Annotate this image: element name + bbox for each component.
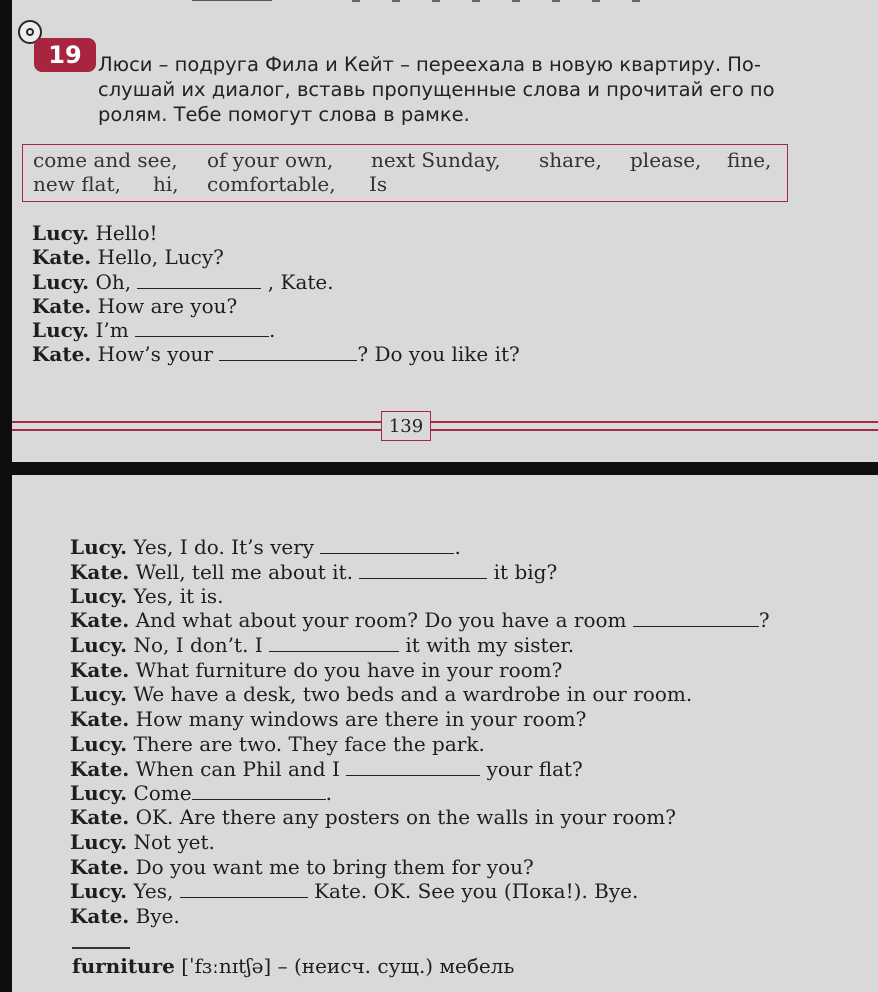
word-bank-item: please, (630, 148, 702, 172)
cropped-top-line (192, 0, 272, 1)
dialogue-text: ? (758, 608, 770, 632)
instruction-line: Люси – подруга Фила и Кейт – переехала в новую квартиру. По- (98, 53, 761, 76)
dialogue-text: , Kate. (267, 270, 334, 294)
word-bank-item: fine, (727, 148, 772, 172)
dialogue-text: . (269, 318, 276, 342)
speaker-name: Kate. (70, 855, 130, 879)
dialogue-text: We have a desk, two beds and a wardrobe in our room. (133, 682, 693, 706)
dialogue-line (70, 732, 485, 756)
dialogue-line (32, 342, 520, 366)
word-bank-box (22, 144, 788, 202)
speaker-name: Lucy. (70, 633, 128, 657)
dialogue-text: I’m (95, 318, 129, 342)
dialogue-line (32, 245, 224, 269)
footnote-divider (72, 947, 130, 949)
dialogue-line (70, 757, 583, 781)
speaker-name: Kate. (70, 608, 130, 632)
dialogue-text: Not yet. (133, 830, 215, 854)
instruction-line: ролям. Тебе помогут слова в рамке. (98, 103, 470, 126)
dialogue-line (70, 830, 215, 854)
word-bank-item: share, (539, 148, 602, 172)
dialogue-text: How are you? (97, 294, 238, 318)
footer-rule (431, 421, 878, 423)
speaker-name: Lucy. (70, 879, 128, 903)
dialogue-line (32, 318, 275, 342)
dialogue-line (70, 855, 534, 879)
speaker-name: Lucy. (70, 682, 128, 706)
speaker-name: Lucy. (70, 584, 128, 608)
dialogue-line (70, 781, 332, 805)
answer-blank[interactable] (633, 610, 759, 627)
dialogue-text: it with my sister. (405, 633, 575, 657)
dialogue-line (70, 805, 676, 829)
dialogue-text: There are two. They face the park. (133, 732, 485, 756)
dialogue-line (70, 682, 692, 706)
footnote-word: furniture (72, 954, 175, 978)
dialogue-text: How’s your (97, 342, 214, 366)
speaker-name: Kate. (70, 658, 130, 682)
speaker-name: Kate. (70, 904, 130, 928)
dialogue-text: What furniture do you have in your room? (135, 658, 563, 682)
exercise-instruction (98, 52, 798, 127)
dialogue-text: Yes, it is. (133, 584, 224, 608)
page-number: 139 (381, 411, 431, 441)
dialogue-text: Do you want me to bring them for you? (135, 855, 534, 879)
dialogue-text: No, I don’t. I (133, 633, 263, 657)
speaker-name: Kate. (70, 805, 130, 829)
dialogue-text: it big? (493, 560, 558, 584)
dialogue-text: How many windows are there in your room? (135, 707, 587, 731)
answer-blank[interactable] (135, 320, 269, 337)
answer-blank[interactable] (137, 272, 261, 289)
answer-blank[interactable] (269, 635, 399, 652)
dialogue-line (70, 707, 586, 731)
speaker-name: Kate. (32, 245, 92, 269)
vocabulary-footnote (72, 954, 514, 978)
speaker-name: Lucy. (70, 781, 128, 805)
dialogue-text: Hello! (95, 221, 158, 245)
dialogue-text: Oh, (95, 270, 132, 294)
textbook-page-bottom (12, 475, 878, 992)
dialogue-line (32, 270, 334, 294)
speaker-name: Kate. (70, 757, 130, 781)
footer-rule (431, 429, 878, 431)
dialogue-line (32, 221, 158, 245)
dialogue-line (70, 535, 461, 559)
exercise-number-badge: 19 (34, 38, 96, 72)
word-bank-item: Is (369, 172, 388, 196)
speaker-name: Lucy. (32, 318, 90, 342)
word-bank-item: next Sunday, (371, 148, 501, 172)
speaker-name: Kate. (32, 294, 92, 318)
dialogue-text: Yes, (133, 879, 174, 903)
speaker-name: Kate. (70, 707, 130, 731)
footnote-definition: [ˈfɜːnɪtʃə] – (неисч. сущ.) мебель (174, 954, 515, 978)
word-bank-item: comfortable, (207, 172, 336, 196)
answer-blank[interactable] (219, 344, 357, 361)
dialogue-line (70, 584, 224, 608)
speaker-name: Lucy. (32, 270, 90, 294)
dialogue-text: Kate. OK. See you (Пока!). Bye. (314, 879, 639, 903)
dialogue-line (70, 658, 562, 682)
word-bank-item: come and see, (33, 148, 178, 172)
textbook-page-top (12, 0, 878, 462)
speaker-name: Kate. (70, 560, 130, 584)
dialogue-text: When can Phil and I (135, 757, 340, 781)
instruction-line: слушай их диалог, вставь пропущенные слова и прочитай его по (98, 78, 775, 101)
word-bank-item: hi, (153, 172, 179, 196)
answer-blank[interactable] (192, 783, 326, 800)
dialogue-text: your flat? (486, 757, 583, 781)
answer-blank[interactable] (180, 881, 308, 898)
answer-blank[interactable] (359, 562, 487, 579)
speaker-name: Lucy. (70, 732, 128, 756)
speaker-name: Lucy. (32, 221, 90, 245)
answer-blank[interactable] (320, 537, 454, 554)
word-bank-item: of your own, (207, 148, 334, 172)
dialogue-line (32, 294, 237, 318)
dialogue-text: ? Do you like it? (357, 342, 520, 366)
speaker-name: Kate. (32, 342, 92, 366)
dialogue-text: . (454, 535, 461, 559)
dialogue-text: And what about your room? Do you have a room (135, 608, 627, 632)
dialogue-text: Come (133, 781, 192, 805)
answer-blank[interactable] (346, 759, 480, 776)
cropped-top-text (352, 0, 672, 2)
dialogue-text: Well, tell me about it. (135, 560, 353, 584)
dialogue-text: Bye. (135, 904, 180, 928)
dialogue-text: Hello, Lucy? (97, 245, 224, 269)
footer-rule (12, 421, 381, 423)
dialogue-text: . (325, 781, 332, 805)
word-bank-item: new flat, (33, 172, 121, 196)
dialogue-line (70, 879, 638, 903)
dialogue-line (70, 904, 180, 928)
speaker-name: Lucy. (70, 535, 128, 559)
dialogue-text: Yes, I do. It’s very (133, 535, 315, 559)
dialogue-line (70, 633, 574, 657)
dialogue-text: OK. Are there any posters on the walls in your room? (135, 805, 676, 829)
dialogue-line (70, 608, 770, 632)
speaker-name: Lucy. (70, 830, 128, 854)
footer-rule (12, 429, 381, 431)
dialogue-line (70, 560, 557, 584)
